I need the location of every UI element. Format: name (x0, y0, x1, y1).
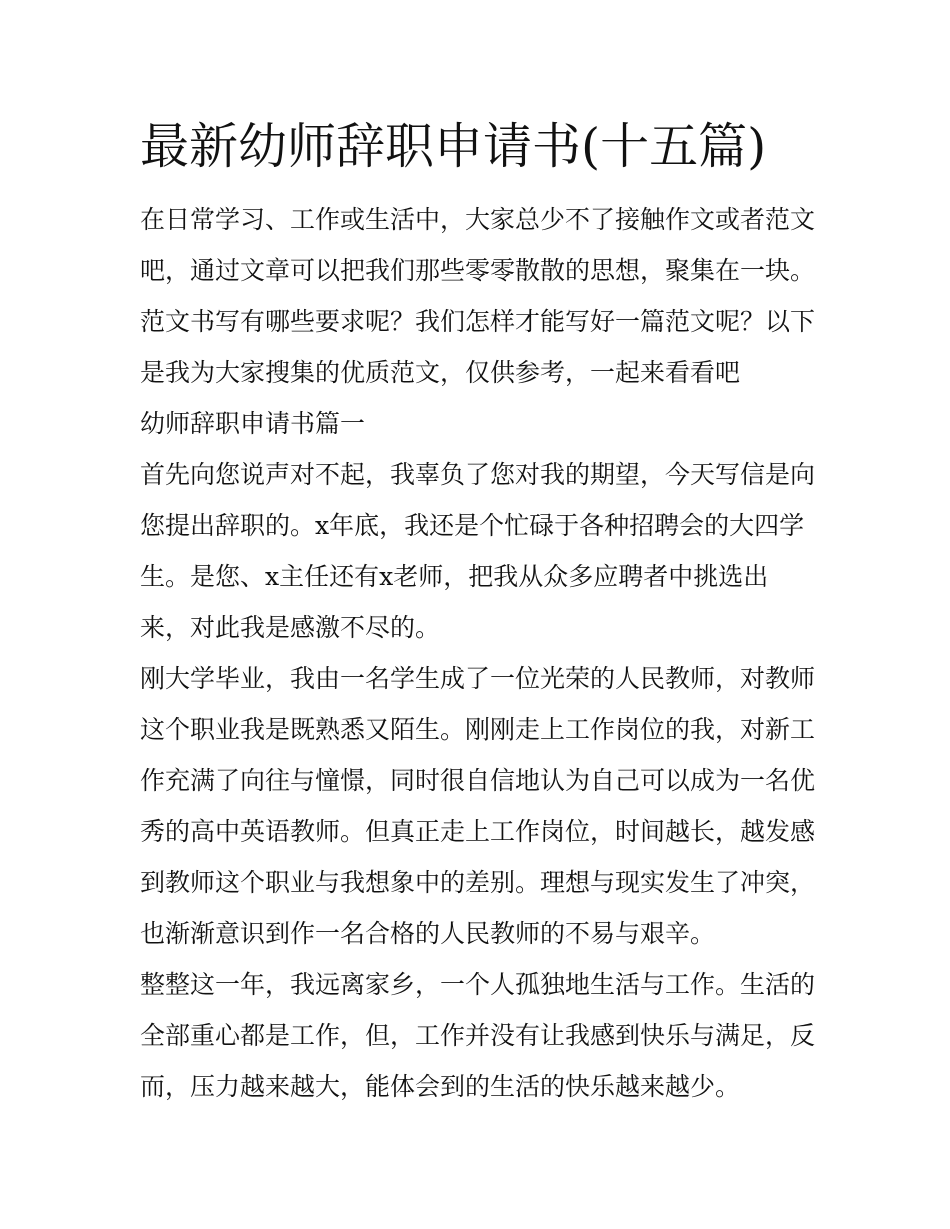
intro-line-1: 在日常学习、工作或生活中，大家总少不了接触作文或者范文 (140, 205, 816, 234)
paragraph-2-line-1: 刚大学毕业，我由一名学生成了一位光荣的人民教师，对教师 (140, 664, 816, 693)
paragraph-2-line-3: 作充满了向往与憧憬，同时很自信地认为自己可以成为一名优 (140, 766, 816, 795)
paragraph-1-line-2: 您提出辞职的。x年底，我还是个忙碌于各种招聘会的大四学 (140, 511, 805, 540)
paragraph-3-line-2: 全部重心都是工作，但，工作并没有让我感到快乐与满足，反 (140, 1021, 816, 1050)
intro-line-3: 范文书写有哪些要求呢？我们怎样才能写好一篇范文呢？以下 (140, 307, 816, 336)
paragraph-1-line-1: 首先向您说声对不起，我辜负了您对我的期望，今天写信是向 (140, 460, 816, 489)
paragraph-2-line-5: 到教师这个职业与我想象中的差别。理想与现实发生了冲突， (140, 868, 816, 897)
paragraph-1-line-3: 生。是您、x主任还有x老师，把我从众多应聘者中挑选出 (140, 562, 769, 591)
paragraph-2-line-4: 秀的高中英语教师。但真正走上工作岗位，时间越长，越发感 (140, 817, 816, 846)
paragraph-2-line-6: 也渐渐意识到作一名合格的人民教师的不易与艰辛。 (140, 919, 716, 948)
paragraph-3-line-1: 整整这一年，我远离家乡，一个人孤独地生活与工作。生活的 (140, 970, 816, 999)
paragraph-1-line-4: 来，对此我是感激不尽的。 (140, 613, 441, 642)
document-title: 最新幼师辞职申请书(十五篇) (140, 118, 767, 175)
document-body (140, 194, 820, 1112)
intro-line-2: 吧，通过文章可以把我们那些零零散散的思想，聚集在一块。 (140, 256, 816, 285)
paragraph-3-line-3: 而，压力越来越大，能体会到的生活的快乐越来越少。 (140, 1072, 741, 1101)
section-heading: 幼师辞职申请书篇一 (140, 409, 366, 438)
paragraph-2-line-2: 这个职业我是既熟悉又陌生。刚刚走上工作岗位的我，对新工 (140, 715, 816, 744)
intro-line-4: 是我为大家搜集的优质范文，仅供参考，一起来看看吧 (140, 358, 741, 387)
